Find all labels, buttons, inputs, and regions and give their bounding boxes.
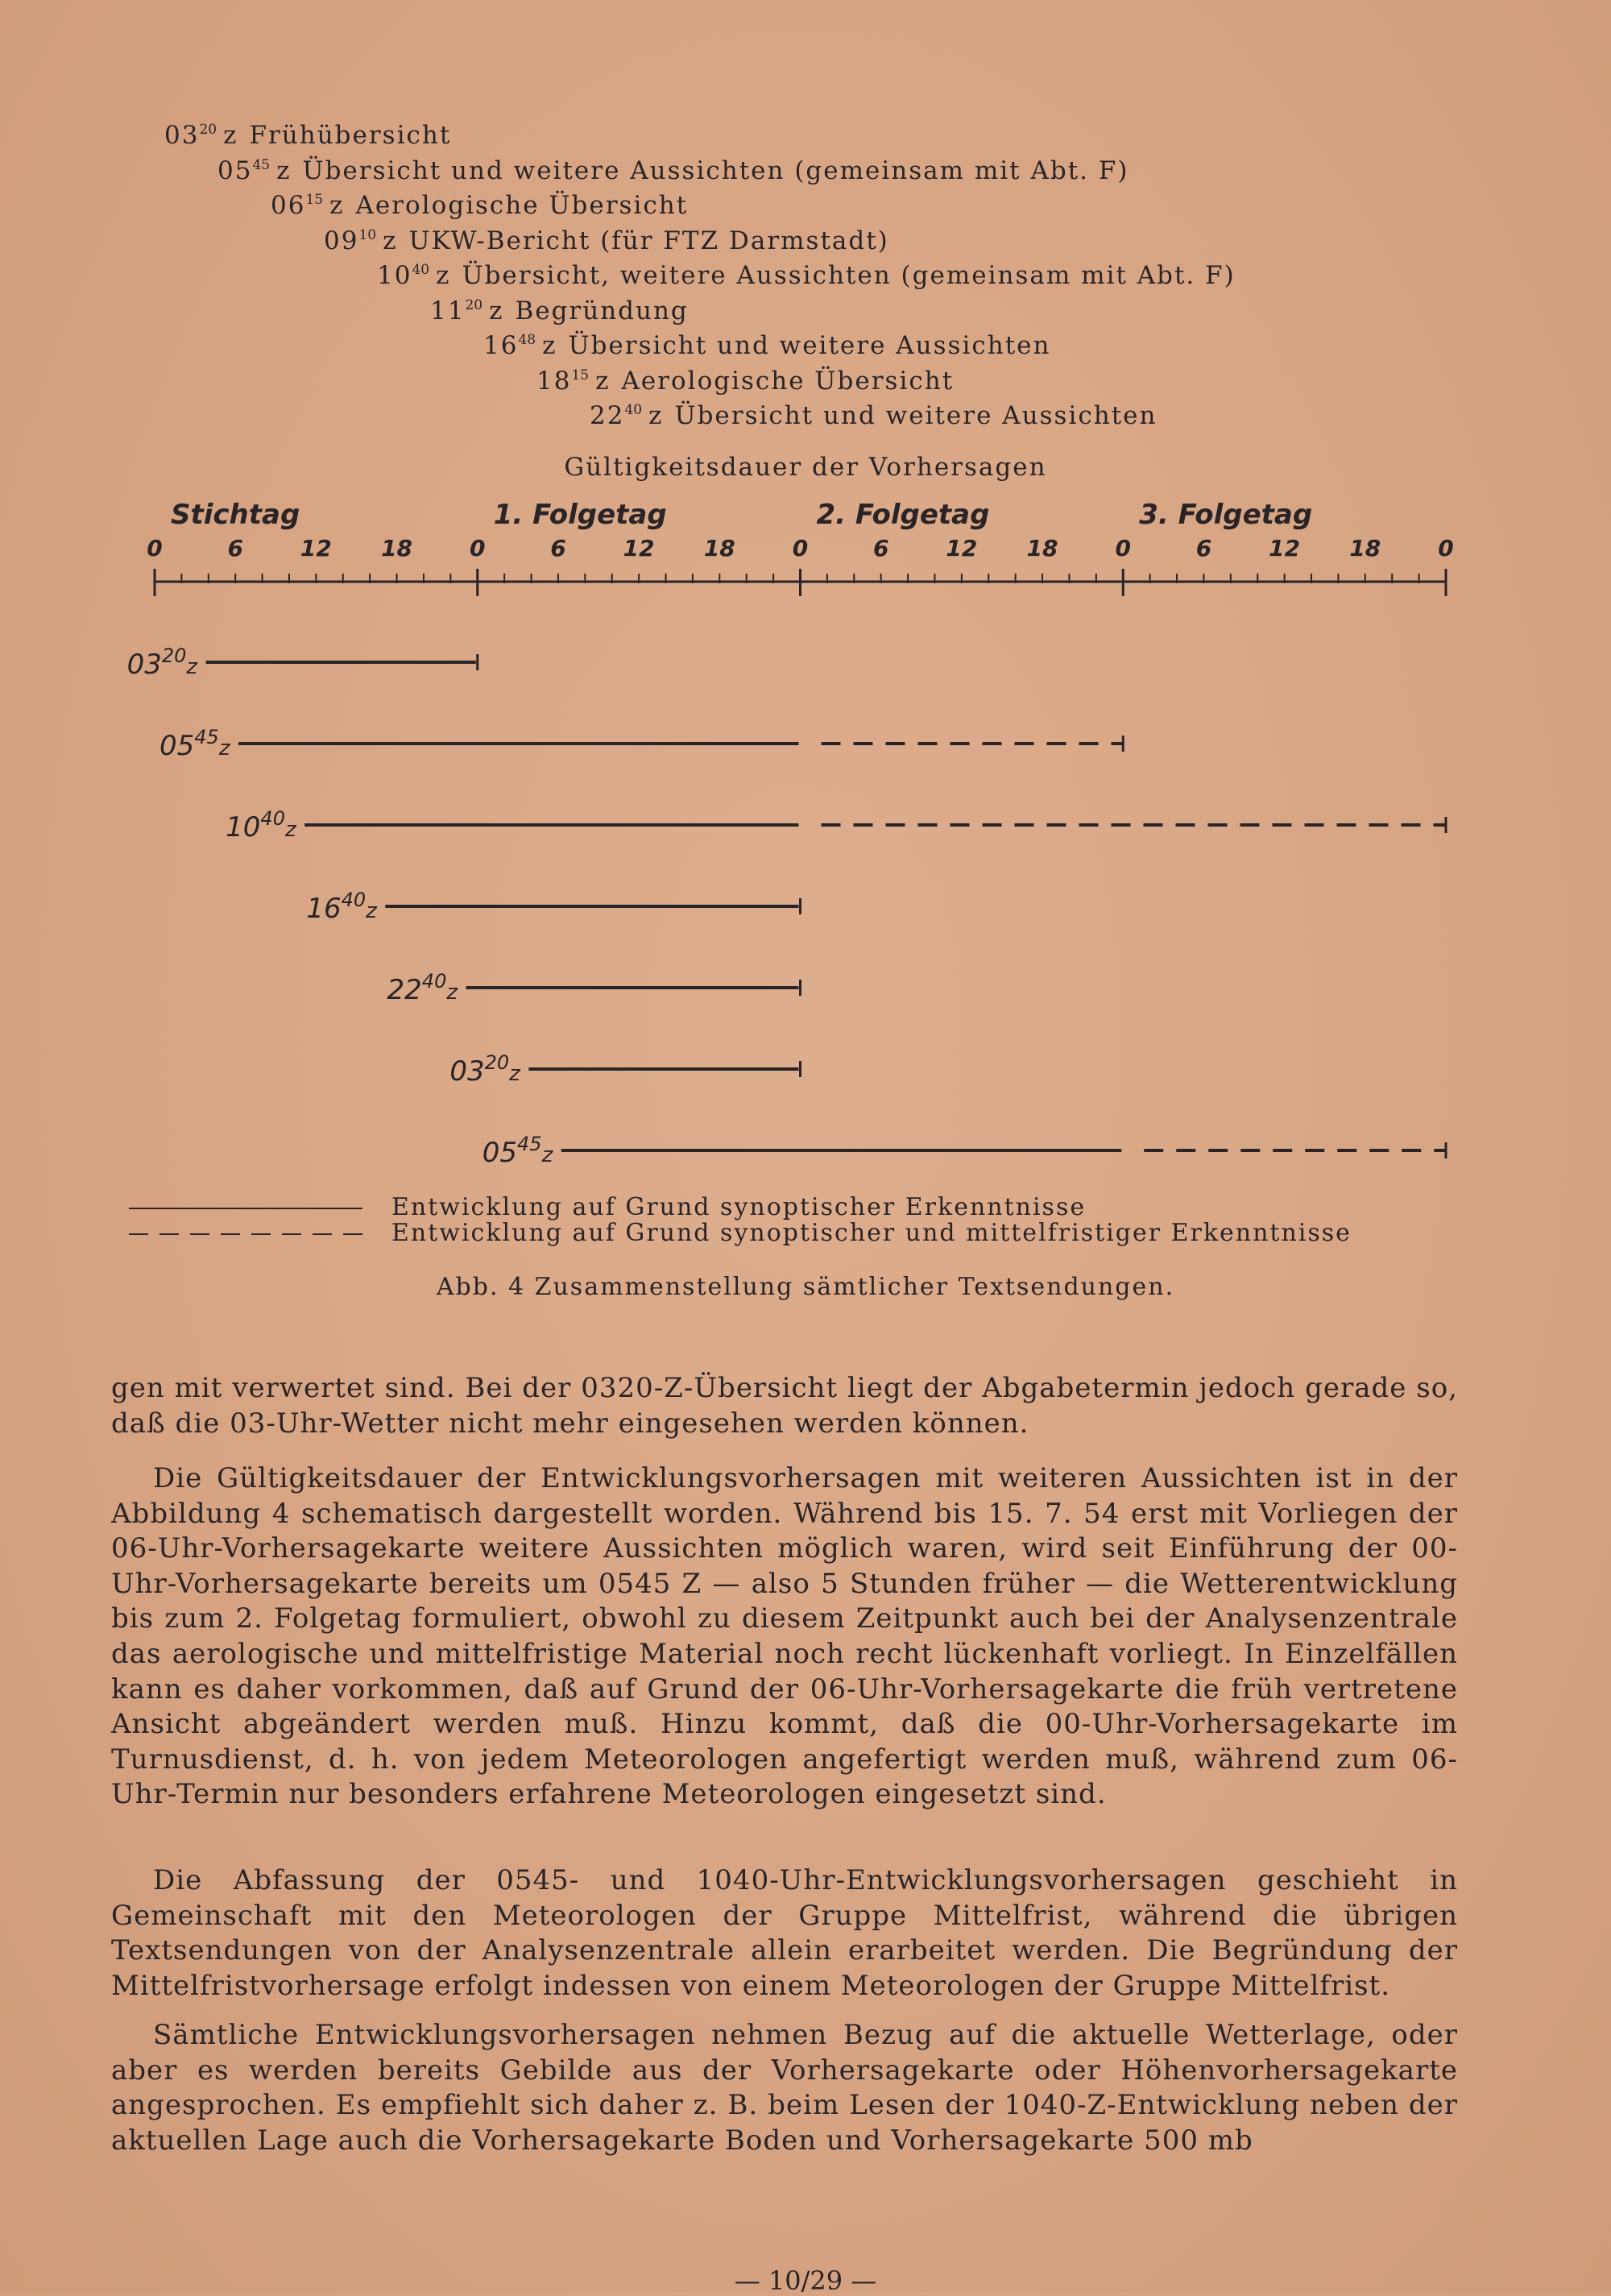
legend-dashed	[129, 1219, 1352, 1247]
tick-label: 12	[1269, 535, 1301, 562]
tick-label: 6	[1195, 535, 1212, 562]
tick-label: 6	[227, 535, 243, 562]
row-label	[449, 1051, 521, 1088]
schedule-hour: 05	[217, 155, 253, 185]
row-label-minute: 40	[421, 970, 447, 993]
schedule-minute: 15	[571, 367, 590, 383]
schedule-hour: 10	[377, 261, 412, 290]
schedule-minute: 20	[199, 122, 217, 138]
schedule-text: Aerologische Übersicht	[621, 366, 955, 396]
schedule-zulu: z	[595, 366, 611, 396]
tick-label: 0	[147, 535, 163, 562]
schedule-entry	[536, 367, 954, 396]
row-label-zulu: z	[218, 736, 230, 760]
schedule-hour: 03	[164, 121, 200, 150]
schedule-text: Aerologische Übersicht	[355, 191, 689, 220]
row-label-zulu: z	[509, 1062, 520, 1086]
schedule-text: Übersicht und weitere Aussichten	[568, 331, 1051, 360]
row-label	[387, 970, 459, 1006]
schedule-zulu: z	[648, 401, 664, 430]
schedule-minute: 48	[518, 332, 536, 348]
tick-label: 0	[1438, 535, 1454, 562]
schedule-zulu: z	[276, 155, 292, 185]
legend-solid-line	[129, 1206, 362, 1211]
paragraph-4: Sämtliche Entwicklungsvorhersagen nehmen Bezug auf die aktuelle Wetterlage, oder aber es werden bereits Gebilde aus der Vorhersagekarte oder Höhenvorhersagekarte angesprochen. Es empfiehlt sich daher z. B. beim Lesen der 1040-Z-Entwicklung neben der aktuellen Lage auch die Vorhersagekarte Boden und Vorhersagekarte 500 mb	[111, 2019, 1458, 2157]
row-label	[306, 889, 378, 925]
paragraph-2: Die Gültigkeitsdauer der Entwicklungsvorhersagen mit weiteren Aussichten ist in der Abbildung 4 schematisch dargestellt worden. Während bis 15. 7. 54 erst mit Vorliegen der 06-Uhr-Vorhersagekarte weitere Aussichten möglich waren, wird seit Einführung der 00-Uhr-Vorhersagekarte bereits um 0545 Z — also 5 Stunden früher — die Wetterentwicklung bis zum 2. Folgetag formuliert, obwohl zu diesem Zeitpunkt auch bei der Analysenzentrale das aerologische und mittelfristige Material noch recht lückenhaft vorliegt. In Einzelfällen kann es daher vorkommen, daß auf Grund der 06-Uhr-Vorhersagekarte die früh vertretene Ansicht abgeändert werden muß. Hinzu kommt, daß die 00-Uhr-Vorhersagekarte im Turnusdienst, d. h. von jedem Meteorologen angefertigt werden muß, während zum 06-Uhr-Termin nur besonders erfahrene Meteorologen eingesetzt sind.	[111, 1462, 1458, 1811]
row-label-hour: 16	[306, 893, 342, 925]
schedule-minute: 40	[412, 262, 430, 278]
row-label-hour: 05	[482, 1137, 518, 1168]
row-label-zulu: z	[186, 655, 198, 679]
schedule-zulu: z	[223, 121, 238, 150]
page-number: — 10/29 —	[734, 2265, 877, 2296]
schedule-minute: 20	[465, 296, 483, 313]
schedule-zulu: z	[489, 296, 504, 325]
schedule-text: Übersicht und weitere Aussichten (gemeinsam mit Abt. F)	[302, 155, 1129, 185]
schedule-text: Begründung	[515, 296, 689, 325]
tick-label: 12	[946, 535, 978, 562]
schedule-hour: 22	[590, 401, 625, 430]
legend-solid-text: Entwicklung auf Grund synoptischer Erkenntnisse	[391, 1193, 1087, 1221]
row-label-zulu: z	[541, 1143, 553, 1167]
tick-label: 18	[1349, 535, 1381, 562]
row-label	[482, 1133, 554, 1168]
tick-label: 6	[872, 535, 889, 562]
schedule-minute: 40	[624, 402, 643, 418]
schedule-text: Übersicht, weitere Aussichten (gemeinsam mit Abt. F)	[462, 261, 1236, 290]
row-label-hour: 05	[159, 730, 195, 762]
schedule-text: Frühübersicht	[249, 121, 452, 150]
figure-caption: Abb. 4 Zusammenstellung sämtlicher Textsendungen.	[436, 1273, 1175, 1301]
schedule-hour: 11	[430, 296, 466, 325]
row-label-minute: 45	[517, 1133, 542, 1155]
schedule-zulu: z	[383, 226, 398, 255]
row-label-minute: 40	[341, 889, 367, 911]
schedule-entry	[164, 121, 451, 150]
schedule-minute: 15	[305, 192, 324, 208]
tick-label: 0	[792, 535, 809, 562]
schedule-minute: 45	[252, 156, 271, 173]
paragraph-3: Die Abfassung der 0545- und 1040-Uhr-Entwicklungsvorhersagen geschieht in Gemeinschaft mit den Meteorologen der Gruppe Mittelfrist, während die übrigen Textsendungen von der Analysenzentrale allein erarbeitet werden. Die Begründung der Mittelfristvorhersage erfolgt indessen von einem Meteorologen der Gruppe Mittelfrist.	[111, 1864, 1458, 2002]
diagram-title: Gültigkeitsdauer der Vorhersagen	[564, 453, 1047, 482]
schedule-hour: 16	[483, 331, 519, 360]
schedule-entry	[377, 261, 1236, 290]
schedule-entry	[430, 296, 689, 325]
schedule-hour: 09	[324, 226, 359, 255]
schedule-text: Übersicht und weitere Aussichten	[674, 401, 1158, 430]
row-label-minute: 40	[260, 807, 285, 830]
schedule-hour: 06	[271, 191, 306, 220]
schedule-entry	[590, 401, 1157, 430]
schedule-text: UKW-Bericht (für FTZ Darmstadt)	[408, 226, 889, 255]
row-label-hour: 22	[387, 974, 422, 1006]
schedule-zulu: z	[329, 191, 345, 220]
tick-label: 18	[703, 535, 735, 562]
row-label-hour: 10	[226, 811, 261, 843]
schedule-entry	[217, 156, 1129, 185]
day-label: Stichtag	[171, 499, 300, 531]
validity-chart	[0, 483, 1611, 1168]
day-label: 1. Folgetag	[493, 499, 667, 531]
tick-label: 18	[1026, 535, 1058, 562]
day-label: 3. Folgetag	[1139, 499, 1313, 531]
row-label-hour: 03	[126, 649, 162, 681]
row-label-hour: 03	[449, 1055, 485, 1088]
row-label-minute: 20	[484, 1051, 510, 1074]
tick-label: 0	[470, 535, 486, 562]
tick-label: 18	[381, 535, 413, 562]
schedule-hour: 18	[536, 366, 572, 396]
schedule-entry	[483, 331, 1050, 360]
row-label	[159, 726, 231, 762]
schedule-entry	[324, 226, 889, 255]
schedule-entry	[271, 191, 688, 220]
legend-solid	[129, 1193, 1086, 1221]
row-label-minute: 45	[194, 726, 219, 748]
schedule-zulu: z	[436, 261, 451, 290]
legend-dashed-line	[129, 1232, 362, 1237]
legend-dashed-text: Entwicklung auf Grund synoptischer und mittelfristiger Erkenntnisse	[391, 1219, 1352, 1247]
schedule-minute: 10	[358, 226, 377, 243]
tick-label: 6	[550, 535, 566, 562]
tick-label: 12	[300, 535, 332, 562]
row-label-zulu: z	[446, 980, 458, 1005]
row-label	[127, 644, 199, 681]
tick-label: 12	[623, 535, 655, 562]
schedule-zulu: z	[542, 331, 557, 360]
day-label: 2. Folgetag	[816, 499, 990, 531]
paragraph-1: gen mit verwertet sind. Bei der 0320-Z-Übersicht liegt der Abgabetermin jedoch gerade so, daß die 03-Uhr-Wetter nicht mehr eingesehen werden können.	[111, 1372, 1458, 1440]
row-label	[226, 807, 297, 843]
row-label-zulu: z	[284, 818, 296, 842]
row-label-minute: 20	[161, 644, 187, 667]
row-label-zulu: z	[366, 899, 377, 923]
tick-label: 0	[1115, 535, 1131, 562]
